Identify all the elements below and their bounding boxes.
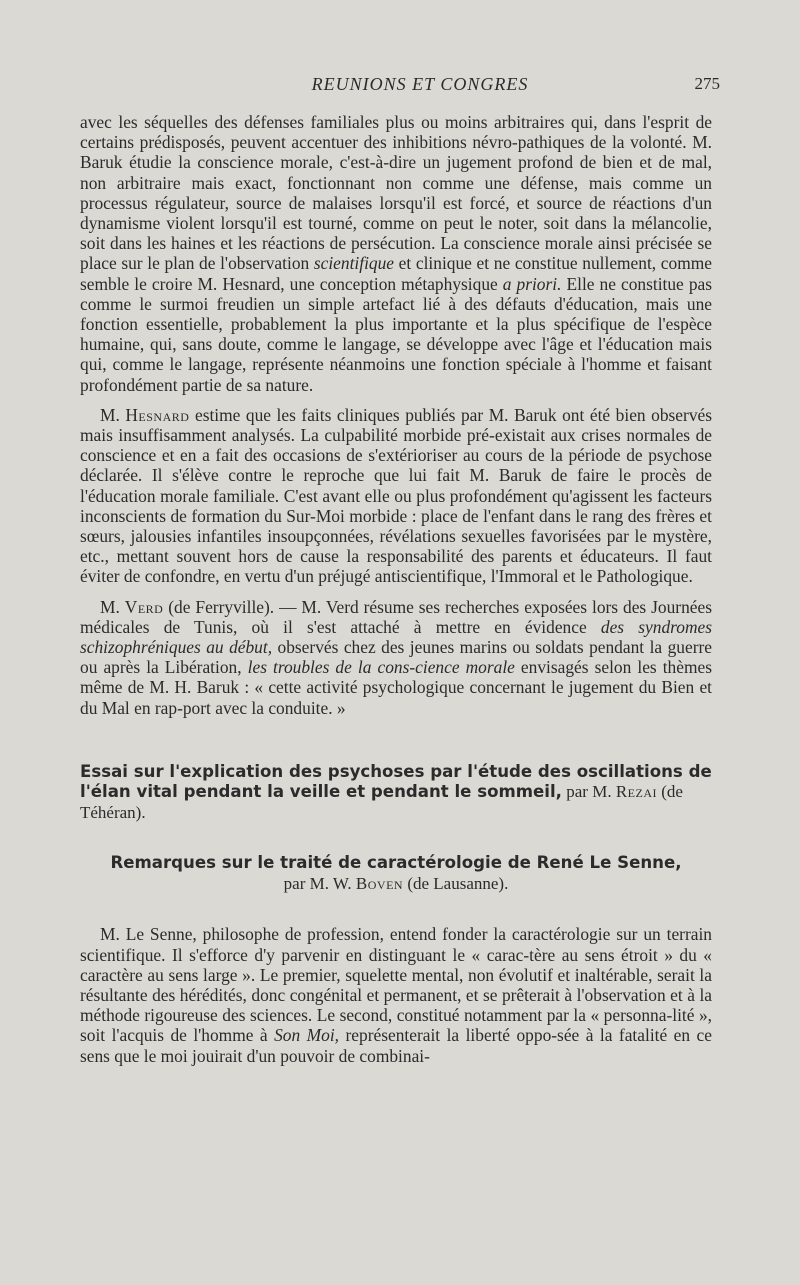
- speaker-name: Verd: [124, 596, 164, 617]
- italic-run: a priori.: [502, 273, 562, 294]
- section-heading-boven: [80, 853, 712, 894]
- heading-byline: par M. W.: [283, 873, 356, 893]
- italic-run: scientifique: [313, 253, 395, 274]
- text-run: et clinique et ne constitue nullement, comme semble le croire M. Hesnard, une conception métaphysique: [80, 253, 712, 294]
- text-run: avec les séquelles des défenses familiales plus ou moins arbitraires qui, dans l'esprit de certains prédisposés, peuvent accentuer des inhibitions névro-pathiques de la volonté. M. Baruk étudie la conscience morale, c'est-à-dire un jugement profond de bien et de mal, non arbitraire mais exact, fonctionnant non comme une défense, mais comme un processus régulateur, source de malaises lorsqu'il est forcé, et source de réactions d'un dynamisme violent lorsqu'il est tourné, comme on peut le noter, soit dans la mélancolie, soit dans les haines et les réactions de persécution. La conscience morale ainsi précisée se place sur le plan de l'observation: [80, 112, 712, 274]
- heading-place: (de Lausanne).: [403, 873, 509, 893]
- running-title: REUNIONS ET CONGRES: [311, 74, 529, 94]
- heading-place: (de Téhéran).: [80, 782, 683, 822]
- paragraph-baruk: [80, 112, 712, 395]
- heading-author: Rezai: [615, 782, 657, 802]
- text-run: (de Ferryville). — M. Verd résume ses recherches exposées lors des Journées médicales de Tunis, où il s'est attaché à mettre en évidence: [80, 596, 712, 637]
- page-number: 275: [694, 74, 720, 93]
- text-run: représenterait la liberté oppo-sée à la fatalité en ce sens que le moi jouirait d'un pouvoir de combinai-: [80, 1025, 712, 1066]
- speaker-name: Hesnard: [125, 404, 190, 425]
- section-heading-rezai: [80, 762, 712, 824]
- paragraph-hesnard: [80, 405, 712, 587]
- text-run: M. Le Senne, philosophe de profession, entend fonder la caractérologie sur un terrain scientifique. Il s'efforce d'y parvenir en distinguant le « carac-tère au sens étroit » du « caractère au sens large ». Le premier, squelette mental, non évolutif et inaltérable, serait la résultante des hérédités, donc congénital et permanent, et se prêterait à l'observation et à la méthode rigoureuse des sciences. Le second, constitué notamment par la « personna-lité », soit l'acquis de l'homme à: [80, 924, 712, 1046]
- paragraph-verd: [80, 597, 712, 718]
- text-run: observés chez des jeunes marins ou soldats pendant la guerre ou après la Libération,: [80, 637, 712, 678]
- heading-byline: par M.: [562, 782, 616, 802]
- paragraph-le-senne: [80, 924, 712, 1065]
- text-run: estime que les faits cliniques publiés par M. Baruk ont été bien observés mais insuffisamment analysés. La culpabilité morbide pré-existait aux crises normales de conscience et en a fait des occasions de s'extérioriser au cours de la période de psychose déclarée. Il s'élève contre le reproche que lui fait M. Baruk de faire le procès de l'éducation morale familiale. C'est avant elle ou plus profondément qu'agissent les facteurs inconscients de formation du Sur-Moi morbide : place de l'enfant dans le rang des frères et sœurs, jalousies infantiles insoupçonnées, révélations sexuelles favorisées par le mystère, etc., mettant souvent hors de cause la responsabilité des parents et éducateurs. Il faut éviter de confondre, en vertu d'un préjugé antiscientifique, l'Immoral et le Pathologique.: [80, 404, 712, 587]
- text-run: envisagés selon les thèmes même de M. H. Baruk : « cette activité psychologique concernant le jugement du Bien et du Mal en rap-port avec la conduite. »: [80, 657, 712, 718]
- heading-title: Remarques sur le traité de caractérologie de René Le Senne,: [110, 853, 682, 873]
- italic-run: Son Moi,: [274, 1025, 340, 1046]
- text-run: M.: [100, 596, 125, 617]
- heading-title: Essai sur l'explication des psychoses par l'étude des oscillations de l'élan vital pendant la veille et pendant le sommeil,: [80, 761, 712, 802]
- heading-author: Boven: [355, 873, 404, 893]
- running-head: [80, 74, 720, 98]
- text-run: M.: [100, 404, 126, 425]
- italic-run: des syndromes schizophréniques au début,: [80, 616, 712, 658]
- text-run: Elle ne constitue pas comme le surmoi freudien un simple artefact lié à des défauts d'éducation, mais une fonction essentielle, probablement la plus importante et la plus spécifique de l'espèce humaine, qui, sans doute, comme le langage, se développe avec l'âge et l'éducation mais qui, comme le langage, représente néanmoins une fonction spéciale à l'homme et faisant profondément partie de sa nature.: [80, 273, 712, 395]
- italic-run: les troubles de la cons-cience morale: [247, 657, 515, 678]
- body-text: [80, 112, 712, 1066]
